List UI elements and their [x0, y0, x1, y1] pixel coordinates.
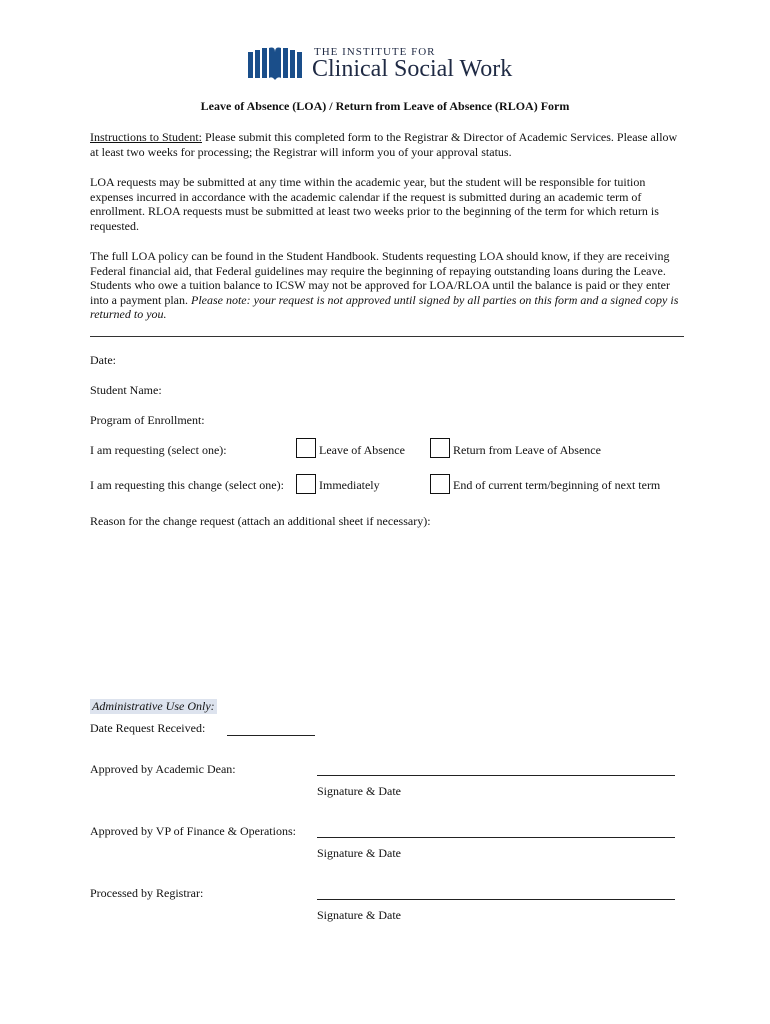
registrar-signature-line[interactable] [317, 899, 675, 900]
immediately-option-label: Immediately [319, 478, 380, 492]
logo-line-2: Clinical Social Work [312, 56, 513, 82]
form-title: Leave of Absence (LOA) / Return from Leave of Absence (RLOA) Form [200, 99, 570, 113]
instructions-label: Instructions to Student: [90, 130, 202, 144]
requesting-label: I am requesting (select one): [90, 443, 227, 457]
loa-checkbox[interactable] [296, 438, 316, 458]
rloa-option-label: Return from Leave of Absence [453, 443, 601, 457]
dean-signature-line[interactable] [317, 775, 675, 776]
institute-logo [248, 44, 538, 84]
instructions-paragraph [90, 130, 686, 159]
admin-heading: Administrative Use Only: [92, 699, 215, 713]
date-field-label: Date: [90, 353, 116, 367]
section-divider [90, 336, 684, 337]
approved-dean-label: Approved by Academic Dean: [90, 762, 236, 776]
dean-signature-caption: Signature & Date [317, 784, 401, 798]
change-timing-label: I am requesting this change (select one): [90, 478, 284, 492]
approved-vp-label: Approved by VP of Finance & Operations: [90, 824, 296, 838]
registrar-signature-caption: Signature & Date [317, 908, 401, 922]
rloa-checkbox[interactable] [430, 438, 450, 458]
policy-text-1: LOA requests may be submitted at any time within the academic year, but the student will be responsible for tuition expenses incurred in accordance with the academic calendar if the request is submitted during an academic term of enrollment. RLOA requests must be submitted at least two weeks prior to the beginning of the term for which return is requested. [90, 175, 659, 233]
program-label: Program of Enrollment: [90, 413, 205, 427]
instructions-text: Please submit this completed form to the Registrar & Director of Academic Services. Please allow at least two weeks for processing; the Registrar will inform you of your approval status. [90, 130, 678, 159]
date-received-label: Date Request Received: [90, 721, 206, 735]
date-received-line[interactable] [227, 735, 315, 736]
processed-registrar-label: Processed by Registrar: [90, 886, 204, 900]
reason-label: Reason for the change request (attach an additional sheet if necessary): [90, 514, 431, 528]
policy-paragraph-2 [90, 249, 686, 322]
end-term-option-label: End of current term/beginning of next term [453, 478, 661, 492]
vp-signature-line[interactable] [317, 837, 675, 838]
policy-text-2: The full LOA policy can be found in the Student Handbook. Students requesting LOA should know, if they are receiving Federal financial aid, that Federal guidelines may require the beginning of repaying outstanding loans during the Leave. Students who owe a tuition balance to ICSW may not be approved for LOA/RLOA until the balance is paid or they enter into a payment plan. [90, 249, 670, 307]
reason-area[interactable] [90, 532, 684, 692]
student-name-label: Student Name: [90, 383, 162, 397]
immediately-checkbox[interactable] [296, 474, 316, 494]
loa-option-label: Leave of Absence [319, 443, 405, 457]
vp-signature-caption: Signature & Date [317, 846, 401, 860]
approval-note: Please note: your request is not approved until signed by all parties on this form and a signed copy is returned to you. [90, 292, 679, 322]
policy-paragraph-1 [90, 175, 686, 233]
logo-line-1: THE INSTITUTE FOR [314, 46, 436, 58]
book-logo-icon [248, 46, 302, 82]
end-term-checkbox[interactable] [430, 474, 450, 494]
